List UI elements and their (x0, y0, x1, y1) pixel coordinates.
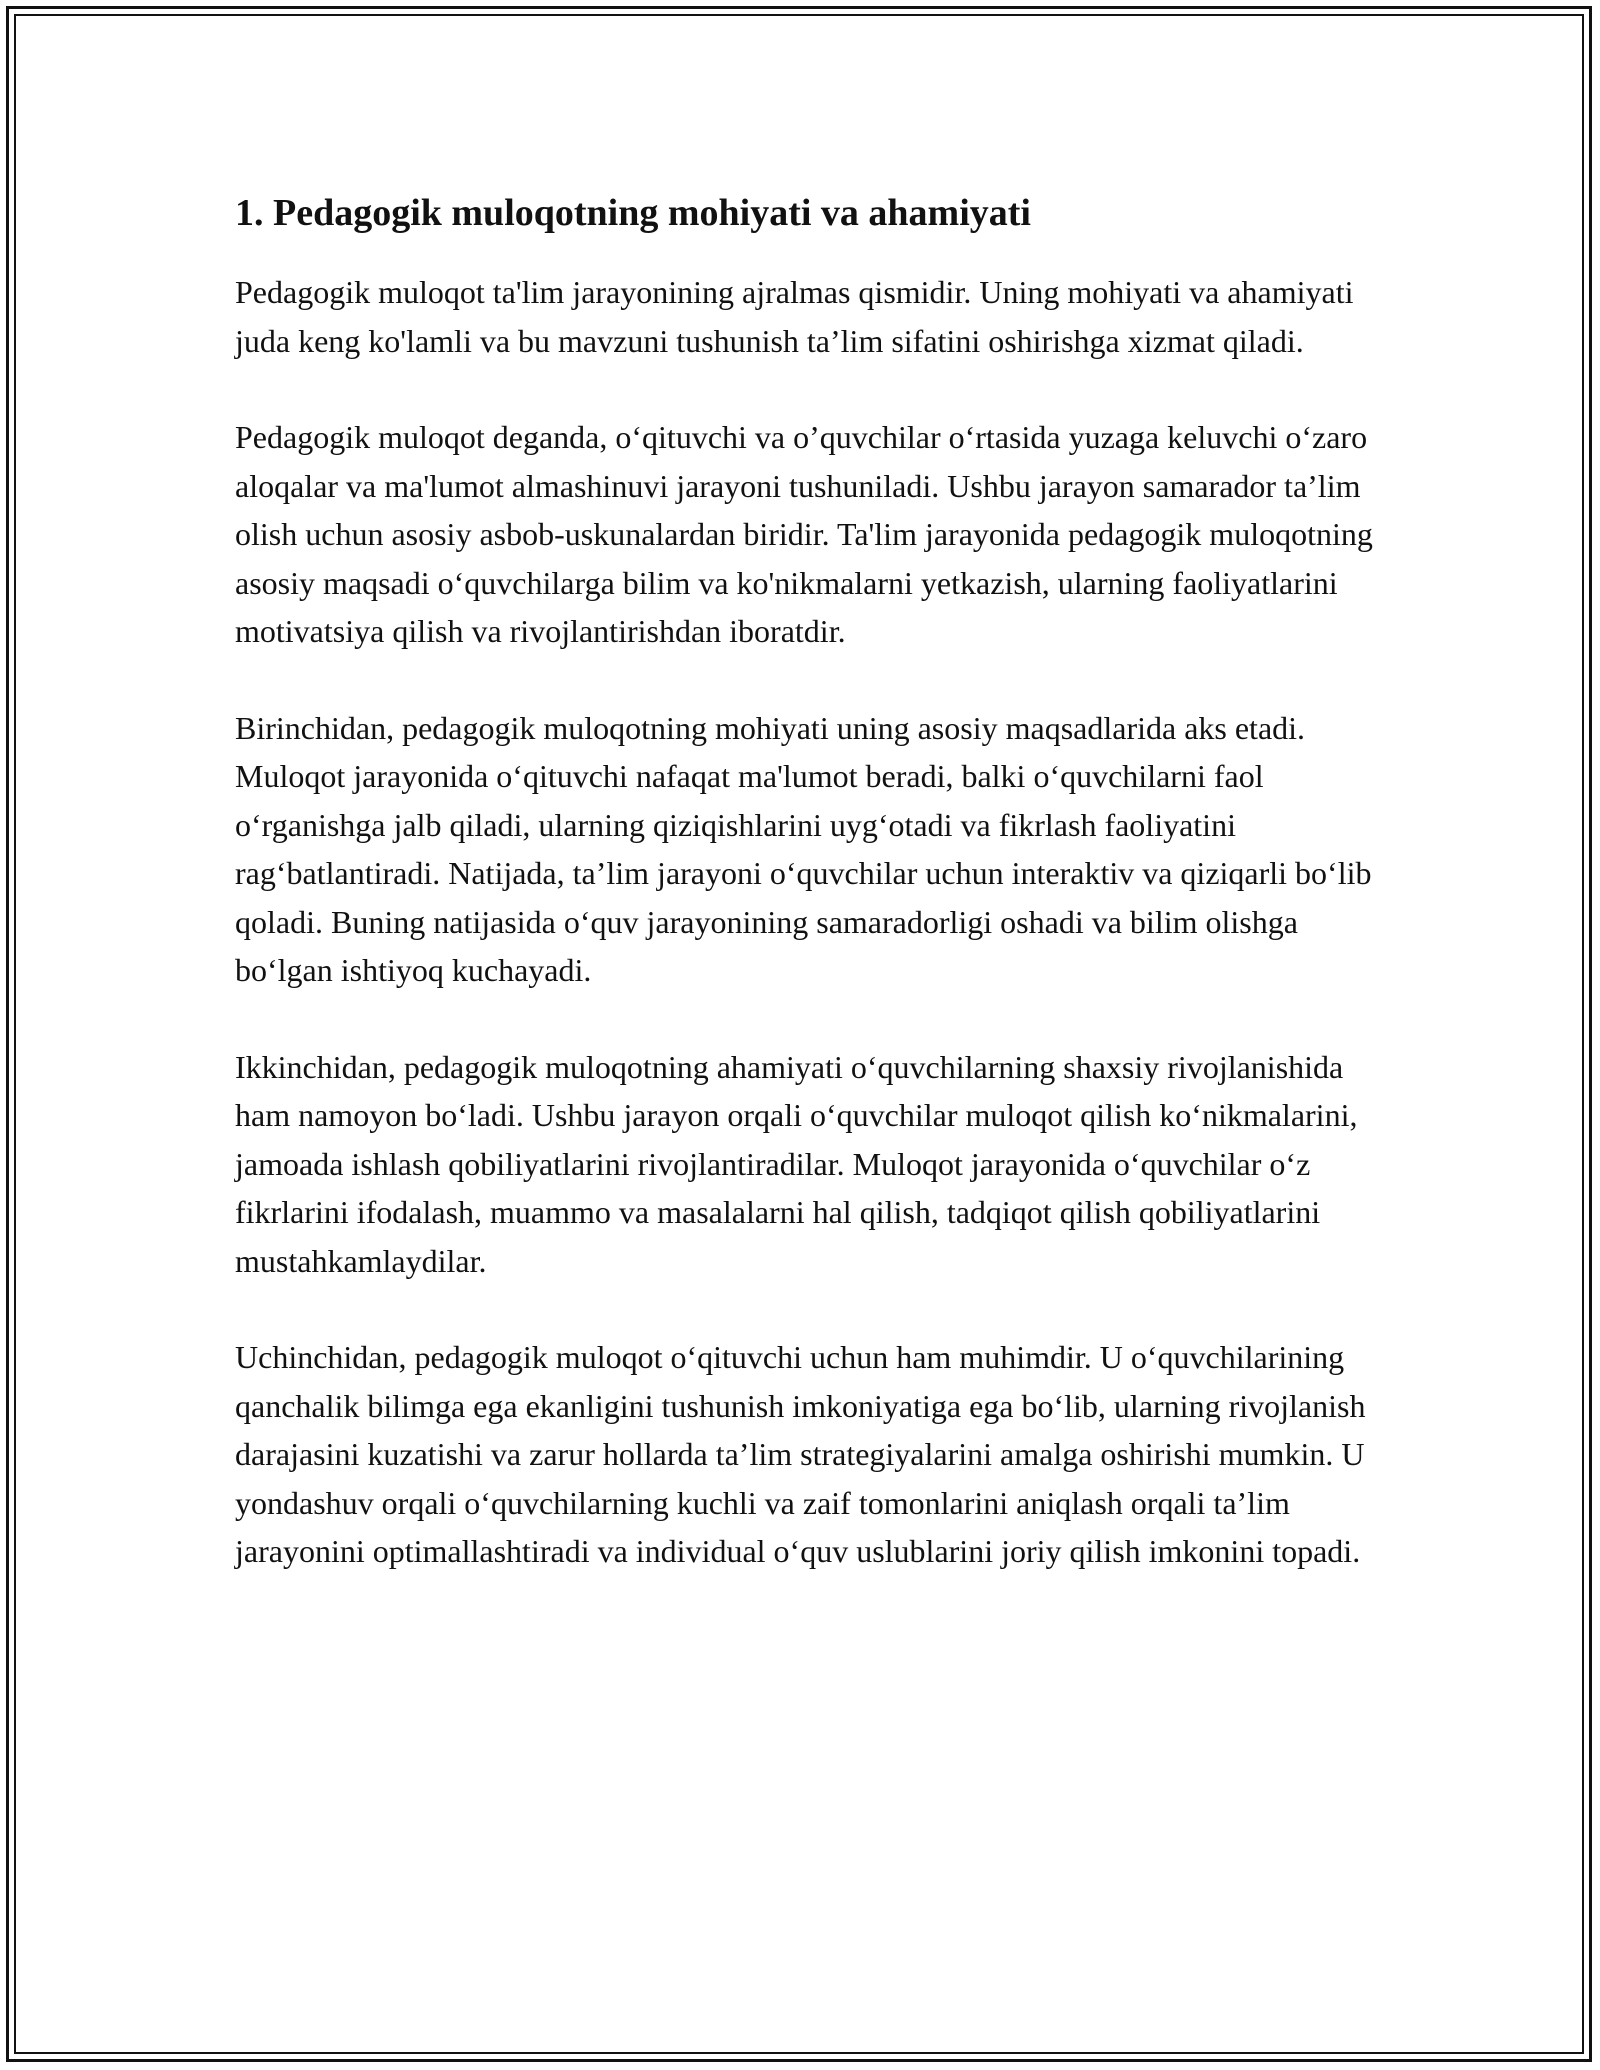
paragraph-definition: Pedagogik muloqot deganda, oʻqituvchi va o’quvchilar oʻrtasida yuzaga keluvchi oʻzaro aloqalar va ma'lumot almashinuvi jarayoni tushuniladi. Ushbu jarayon samarador ta’lim olish uchun asosiy asbob-uskunalardan biridir. Ta'lim jarayonida pedagogik muloqotning asosiy maqsadi oʻquvchilarga bilim va ko'nikmalarni yetkazish, ularning faoliyatlarini motivatsiya qilish va rivojlantirishdan iboratdir. (235, 419, 1373, 649)
paragraph-second-point: Ikkinchidan, pedagogik muloqotning ahamiyati oʻquvchilarning shaxsiy rivojlanishida ham namoyon boʻladi. Ushbu jarayon orqali oʻquvchilar muloqot qilish koʻnikmalarini, jamoada ishlash qobiliyatlarini rivojlantiradilar. Muloqot jarayonida oʻquvchilar oʻz fikrlarini ifodalash, muammo va masalalarni hal qilish, tadqiqot qilish qobiliyatlarini mustahkamlaydilar. (235, 1048, 1358, 1279)
section-title: 1. Pedagogik muloqotning mohiyati va ahamiyati (235, 192, 1031, 234)
document-body (235, 188, 1385, 1624)
paragraph-intro: Pedagogik muloqot ta'lim jarayonining ajralmas qismidir. Uning mohiyati va ahamiyati juda keng ko'lamli va bu mavzuni tushunish ta’lim sifatini oshirishga xizmat qiladi. (235, 274, 1354, 359)
paragraph-third-point: Uchinchidan, pedagogik muloqot oʻqituvchi uchun ham muhimdir. U oʻquvchilarining qanchalik bilimga ega ekanligini tushunish imkoniyatiga ega boʻlib, ularning rivojlanish darajasini kuzatishi va zarur hollarda ta’lim strategiyalarini amalga oshirishi mumkin. U yondashuv orqali oʻquvchilarning kuchli va zaif tomonlarini aniqlash orqali ta’lim jarayonini optimallashtiradi va individual oʻquv uslublarini joriy qilish imkonini topadi. (235, 1339, 1366, 1569)
paragraph-first-point: Birinchidan, pedagogik muloqotning mohiyati uning asosiy maqsadlarida aks etadi. Muloqot jarayonida oʻqituvchi nafaqat ma'lumot beradi, balki oʻquvchilarni faol oʻrganishga jalb qiladi, ularning qiziqishlarini uygʻotadi va fikrlash faoliyatini ragʻbatlantiradi. Natijada, ta’lim jarayoni oʻquvchilar uchun interaktiv va qiziqarli boʻlib qoladi. Buning natijasida oʻquv jarayonining samaradorligi oshadi va bilim olishga boʻlgan ishtiyoq kuchayadi. (235, 709, 1372, 988)
